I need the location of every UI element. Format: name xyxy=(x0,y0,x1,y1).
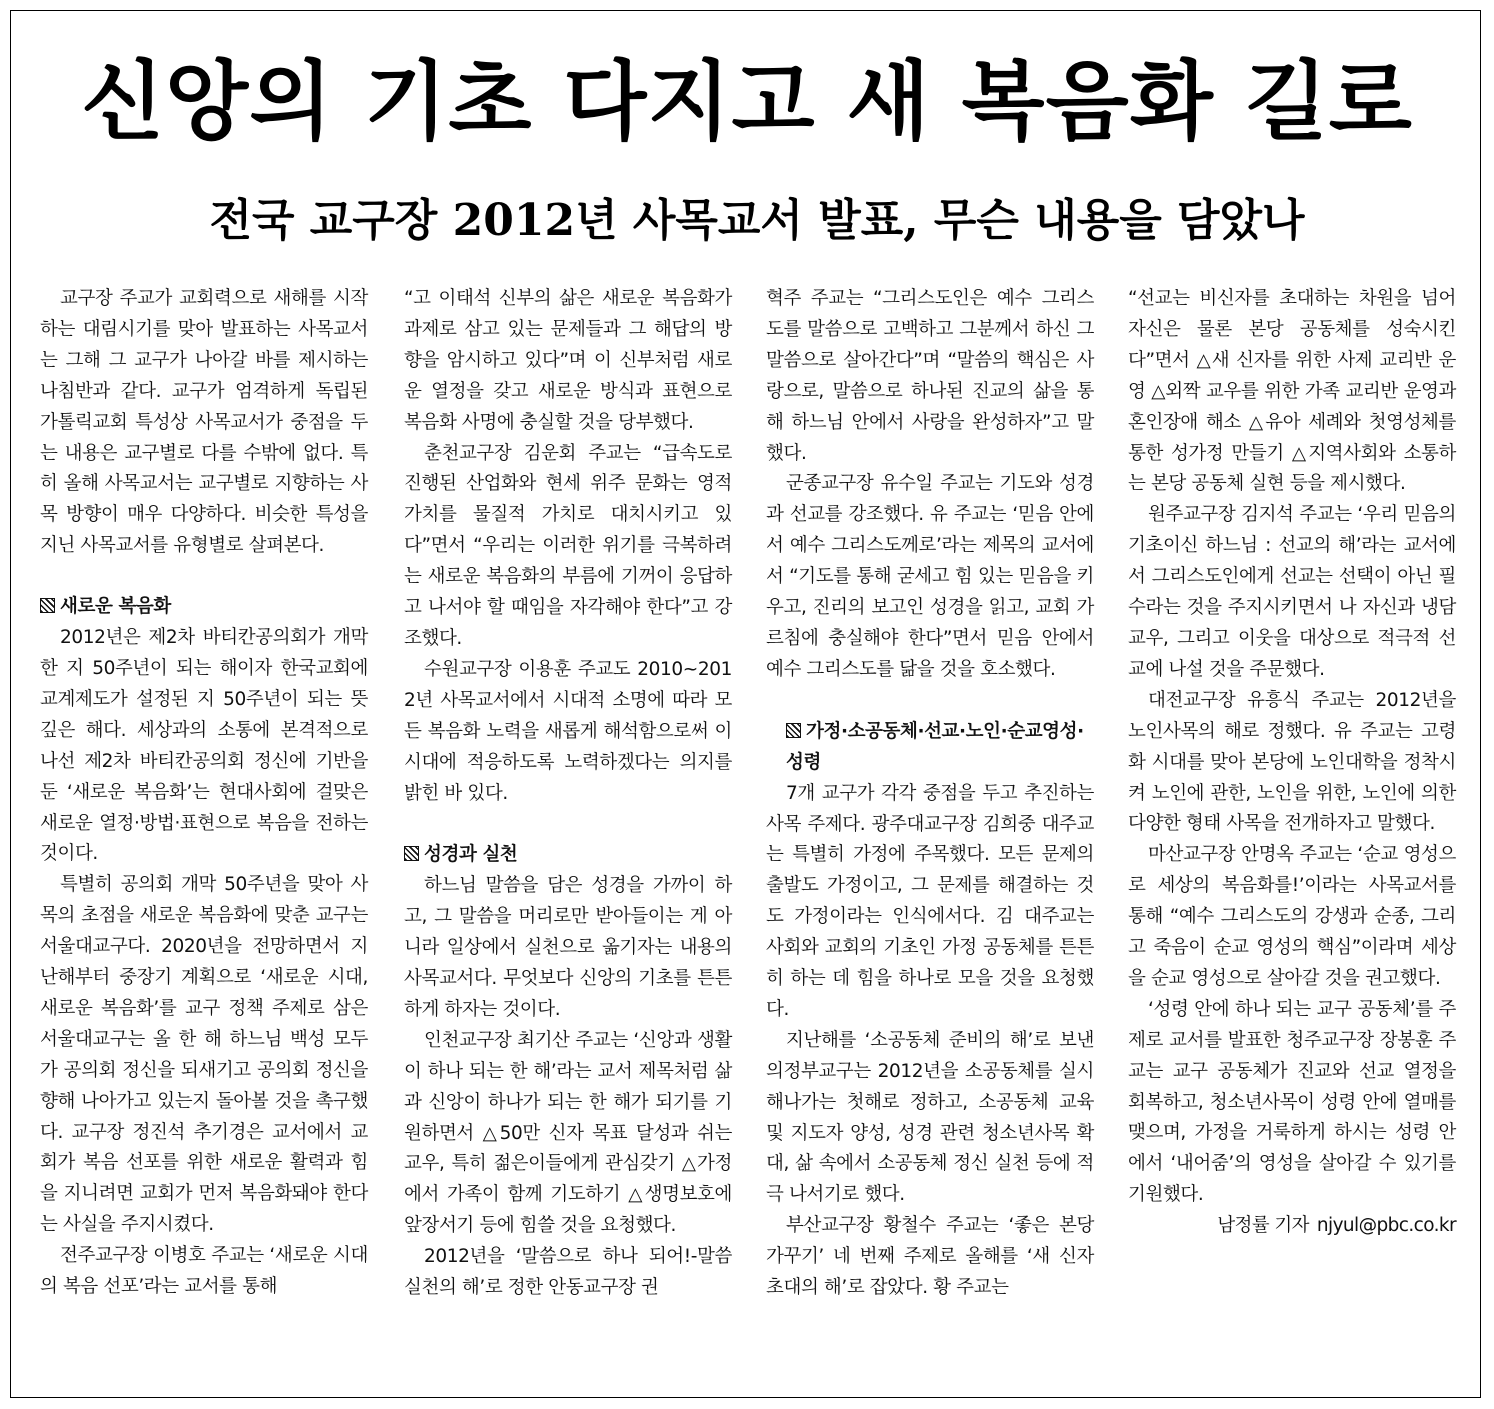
paragraph: 2012년을 ‘말씀으로 하나 되어!-말씀 실천의 해’로 정한 안동교구장 권 xyxy=(404,1246,732,1299)
paragraph: “선교는 비신자를 초대하는 차원을 넘어 자신은 물론 본당 공동체를 성숙시킨다”면서 △새 신자를 위한 사제 교리반 운영 △외짝 교우를 위한 가족 교리반 운영과 혼인장애 해소 △유아 세례와 첫영성체를 통한 성가정 만들기 △지역사회와 소통하는 본당 공동체 실현 등을 제시했다. xyxy=(1128,288,1456,495)
subheadline: 전국 교구장 2012년 사목교서 발표, 무슨 내용을 담았나 xyxy=(209,195,1305,246)
paragraph: 7개 교구가 각각 중점을 두고 추진하는 사목 주제다. 광주대교구장 김희중 대주교는 특별히 가정에 주목했다. 모든 문제의 출발도 가정이고, 그 문제를 해결하는 것도 가정이라는 인식에서다. 김 대주교는 사회와 교회의 기초인 가정 공동체를 튼튼히 하는 데 힘을 하나로 모을 것을 요청했다. xyxy=(766,782,1094,1020)
paragraph: 교구장 주교가 교회력으로 새해를 시작하는 대림시기를 맞아 발표하는 사목교서는 그해 그 교구가 나아갈 바를 제시하는 나침반과 같다. 교구가 엄격하게 독립된 가톨릭교회 특성상 사목교서가 중점을 두는 내용은 교구별로 다를 수밖에 없다. 특히 올해 사목교서는 교구별로 지향하는 사목 방향이 매우 다양하다. 비슷한 특성을 지닌 사목교서를 유형별로 살펴본다. xyxy=(40,288,368,557)
paragraph: 하느님 말씀을 담은 성경을 가까이 하고, 그 말씀을 머리로만 받아들이는 게 아니라 일상에서 실천으로 옮기자는 내용의 사목교서다. 무엇보다 신앙의 기초를 튼튼하게 하자는 것이다. xyxy=(404,875,732,1020)
paragraph: 전주교구장 이병호 주교는 ‘새로운 시대의 복음 선포’라는 교서를 통해 xyxy=(40,1245,368,1298)
paragraph: 수원교구장 이용훈 주교도 2010~2012년 사목교서에서 시대적 소명에 따라 모든 복음화 노력을 새롭게 해석함으로써 이 시대에 적응하도록 노력하겠다는 의지를 밝힌 바 있다. xyxy=(404,658,732,804)
paragraph: 인천교구장 최기산 주교는 ‘신앙과 생활이 하나 되는 한 해’라는 교서 제목처럼 삶과 신앙이 하나가 되는 한 해가 되기를 기원하면서 △50만 신자 목표 달성과 쉬는 교우, 특히 젊은이들에게 관심갖기 △가정에서 가족이 함께 기도하기 △생명보호에 앞장서기 등에 힘쓸 것을 요청했다. xyxy=(404,1029,732,1237)
paragraph: ‘성령 안에 하나 되는 교구 공동체’를 주제로 교서를 발표한 청주교구장 장봉훈 주교는 교구 공동체가 진교와 선교 열정을 회복하고, 청소년사목이 성령 안에 열매를 맺으며, 가정을 거룩하게 하시는 성령 안에서 ‘내어줌’의 영성을 살아갈 수 있기를 기원했다. xyxy=(1128,998,1456,1206)
paragraph: 군종교구장 유수일 주교는 기도와 성경과 선교를 강조했다. 유 주교는 ‘믿음 안에서 예수 그리스도께로’라는 제목의 교서에서 “기도를 통해 굳세고 힘 있는 믿음을 키우고, 진리의 보고인 성경을 읽고, 교회 가르침에 충실해야 한다”면서 믿음 안에서 예수 그리스도를 닮을 것을 호소했다. xyxy=(766,473,1094,680)
article-column-4 xyxy=(1128,284,1456,1242)
paragraph: 대전교구장 유흥식 주교는 2012년을 노인사목의 해로 정했다. 유 주교는 고령화 시대를 맞아 본당에 노인대학을 정착시켜 노인에 관한, 노인을 위한, 노인에 의한 다양한 형태 사목을 전개하자고 말했다. xyxy=(1128,689,1456,835)
paragraph: 혁주 주교는 “그리스도인은 예수 그리스도를 말씀으로 고백하고 그분께서 하신 그 말씀으로 살아간다”며 “말씀의 핵심은 사랑으로, 말씀으로 하나된 진교의 삶을 통해 하느님 안에서 사랑을 완성하자”고 말했다. xyxy=(766,288,1094,464)
byline-author: 남정률 기자 xyxy=(1217,1215,1309,1237)
paragraph: 지난해를 ‘소공동체 준비의 해’로 보낸 의정부교구는 2012년을 소공동체를 실시해나가는 첫해로 정하고, 소공동체 교육 및 지도자 양성, 성경 관련 청소년사목 확대, 삶 속에서 소공동체 정신 실천 등에 적극 나서기로 했다. xyxy=(766,1029,1094,1206)
article-column-3 xyxy=(766,284,1094,1304)
paragraph: 부산교구장 황철수 주교는 ‘좋은 본당 가꾸기’ 네 번째 주제로 올해를 ‘새 신자 초대의 해’로 잡았다. 황 주교는 xyxy=(766,1215,1094,1299)
article-column-2 xyxy=(404,284,732,1304)
section-marker-icon xyxy=(786,723,801,738)
section-marker-icon xyxy=(404,846,419,861)
paragraph: 춘천교구장 김운회 주교는 “급속도로 진행된 산업화와 현세 위주 문화는 영적 가치를 물질적 가치로 대치시키고 있다”면서 “우리는 이러한 위기를 극복하려는 새로운 복음화의 부름에 기꺼이 응답하고 나서야 할 때임을 자각해야 한다”고 강조했다. xyxy=(404,442,732,649)
byline xyxy=(1128,1211,1456,1242)
article-column-1 xyxy=(40,284,368,1303)
section-heading-family-community: 가정·소공동체·선교·노인·순교영성·성령 xyxy=(786,720,1084,773)
paragraph: 원주교구장 김지석 주교는 ‘우리 믿음의 기초이신 하느님 : 선교의 해’라는 교서에서 그리스도인에게 선교는 선택이 아닌 필수라는 것을 주지시키면서 나 자신과 냉담교우, 그리고 이웃을 대상으로 적극적 선교에 나설 것을 주문했다. xyxy=(1128,504,1456,680)
paragraph: 마산교구장 안명옥 주교는 ‘순교 영성으로 세상의 복음화를!’이라는 사목교서를 통해 “예수 그리스도의 강생과 순종, 그리고 죽음이 순교 영성의 핵심”이라며 세상을 순교 영성으로 살아갈 것을 권고했다. xyxy=(1128,844,1456,989)
section-marker-icon xyxy=(40,598,55,613)
section-heading-scripture-practice: 성경과 실천 xyxy=(404,840,732,871)
paragraph: 특별히 공의회 개막 50주년을 맞아 사목의 초점을 새로운 복음화에 맞춘 교구는 서울대교구다. 2020년을 전망하면서 지난해부터 중장기 계획으로 ‘새로운 시대, 새로운 복음화’를 교구 정책 주제로 삼은 서울대교구는 올 한 해 하느님 백성 모두가 공의회 정신을 되새기고 공의회 정신을 향해 나아가고 있는지 돌아볼 것을 촉구했다. 교구장 정진석 추기경은 교서에서 교회가 복음 선포를 위한 새로운 활력과 힘을 지니려면 교회가 먼저 복음화돼야 한다는 사실을 주지시켰다. xyxy=(40,874,368,1236)
paragraph: 2012년은 제2차 바티칸공의회가 개막한 지 50주년이 되는 해이자 한국교회에 교계제도가 설정된 지 50주년이 되는 뜻 깊은 해다. 세상과의 소통에 본격적으로 나선 제2차 바티칸공의회 정신에 기반을 둔 ‘새로운 복음화’는 현대사회에 걸맞은 새로운 열정·방법·표현으로 복음을 전하는 것이다. xyxy=(40,627,368,865)
section-heading-new-evangelization: 새로운 복음화 xyxy=(40,592,368,623)
paragraph: “고 이태석 신부의 삶은 새로운 복음화가 과제로 삼고 있는 문제들과 그 해답의 방향을 암시하고 있다”며 이 신부처럼 새로운 열정을 갖고 새로운 방식과 표현으로 복음화 사명에 충실할 것을 당부했다. xyxy=(404,288,732,433)
byline-email: njyul@pbc.co.kr xyxy=(1316,1215,1456,1237)
headline: 신앙의 기초 다지고 새 복음화 길로 xyxy=(81,52,1413,152)
